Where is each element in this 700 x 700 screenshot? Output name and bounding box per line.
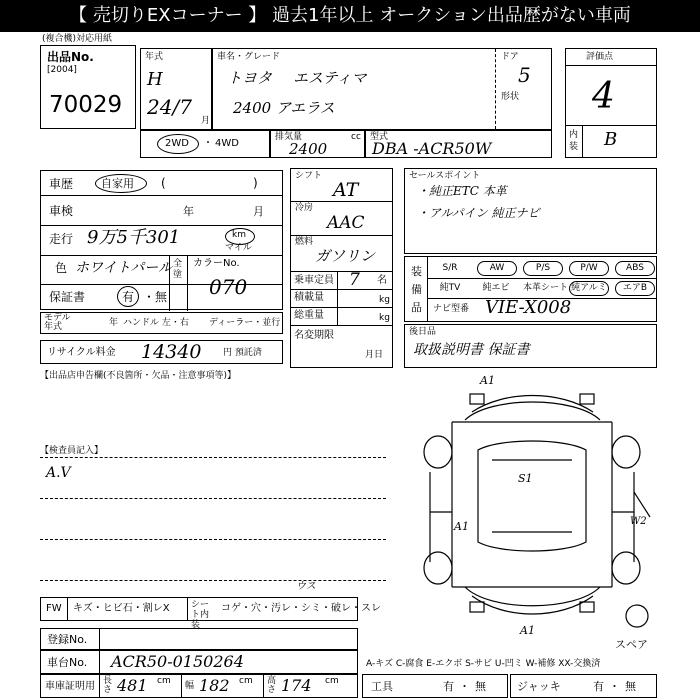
title-banner: 【 売切りEXコーナー 】 過去1年以上 オークション出品歴がない車両 [0, 0, 700, 32]
recycle-unit: 円 預託済 [223, 348, 262, 358]
capacity-value: 7 [349, 270, 360, 290]
inspect-month-unit: 月 [253, 205, 264, 218]
jack-yes: 有 [593, 680, 604, 693]
tools-row: 工具 有 ・ 無 [362, 674, 508, 698]
name-box [212, 48, 552, 130]
year-code: [2004] [47, 65, 77, 75]
mile-label: マイル [225, 243, 252, 253]
model-year-row [40, 312, 283, 334]
door-label: ドア [501, 52, 519, 62]
damage-w2: W2 [630, 516, 647, 527]
length-label: 長さ [103, 676, 113, 695]
seat-label: シート内装 [191, 600, 210, 630]
sales-label: セールスポイント [409, 171, 481, 181]
year-label: 年式 [145, 52, 164, 62]
color-no-value: 070 [209, 275, 248, 299]
lot-label: 出品No. [47, 50, 94, 64]
equip-item: 純アルミ [569, 281, 609, 296]
height-label: 高さ [267, 676, 277, 695]
equip-item: ABS [615, 261, 655, 276]
mileage-value: 9万5千301 [87, 227, 181, 248]
disp-value: 2400 [289, 140, 328, 158]
inspector-label: 【検査員記入】 [40, 446, 104, 456]
equip-item: 本革シート [523, 283, 569, 293]
capacity-label: 乗車定員 [294, 275, 334, 286]
shift-value: AT [333, 179, 359, 201]
damage-legend: A-キズ C-腐食 E-エクボ S-サビ U-凹ミ W-補修 XX-交換済 [366, 659, 601, 669]
model-year-label: モデル年式 [44, 313, 71, 332]
equip-item: S/R [442, 263, 458, 273]
score-value: 4 [592, 76, 615, 117]
tools-yes: 有 [443, 680, 454, 693]
reg-label: 登録No. [47, 633, 88, 646]
type-box [365, 130, 552, 158]
jack-no: 無 [625, 680, 636, 693]
disp-unit: cc [351, 132, 361, 142]
fw-label: FW [46, 603, 62, 614]
damage-s1: S1 [518, 472, 533, 485]
damage-a1-top: A1 [480, 374, 495, 387]
repaint-label: 全塗 [173, 259, 183, 280]
spare-label: スペア [615, 638, 648, 651]
jack-row: ジャッキ 有 ・ 無 [510, 674, 657, 698]
seat-text: コゲ・穴・汚レ・シミ・破レ・スレ [221, 603, 381, 614]
navi-label: ナビ型番 [433, 304, 470, 314]
lot-box [40, 45, 136, 129]
model: エスティマ [293, 69, 367, 87]
spec-box [290, 168, 393, 368]
displacement-box [270, 130, 365, 158]
damage-a1-bottom: A1 [520, 624, 535, 637]
form-subtitle: (複合機)対応用紙 [42, 34, 113, 44]
width-unit: cm [239, 676, 253, 686]
chassis-value: ACR50-0150264 [111, 652, 244, 671]
type-label: 型式 [370, 132, 389, 142]
warranty-no: 無 [155, 290, 168, 304]
model-year-unit: 年 [109, 318, 119, 328]
warranty-yes: 有 [122, 290, 135, 304]
sales-line2: ・アルパイン 純正ナビ [417, 206, 540, 220]
equip-item: P/W [569, 261, 609, 276]
mileage-label: 走行 [49, 232, 74, 246]
year-box [140, 48, 212, 130]
load-unit: kg [379, 295, 390, 305]
interior-label: 内装 [569, 130, 579, 152]
equip-item: 純エビ [482, 283, 510, 293]
parts-box [404, 324, 657, 368]
equip-item: P/S [523, 261, 563, 276]
equip-item: 純TV [439, 283, 461, 293]
interior-value: B [604, 129, 618, 150]
warranty-label: 保証書 [49, 290, 86, 304]
drive-box: 2WD ・ 4WD [140, 130, 270, 158]
load-label: 積載量 [294, 292, 324, 303]
car-diagram [410, 372, 655, 654]
deadline-label: 名変期限 [294, 330, 334, 341]
height-unit: cm [325, 676, 339, 686]
capacity-unit: 名 [377, 275, 387, 286]
recycle-row [40, 340, 283, 364]
history-value: 自家用 [101, 177, 134, 190]
km-label: km [232, 230, 246, 240]
navi-value: VIE-X008 [485, 297, 572, 318]
maker: トヨタ [227, 69, 273, 87]
cert-label: 車庫証明用 [45, 681, 95, 692]
sales-point-box [404, 168, 657, 254]
disp-label: 排気量 [275, 132, 303, 142]
color-value: ホワイトパール [75, 260, 173, 276]
inspection-label: 車検 [49, 204, 74, 218]
length-unit: cm [157, 676, 171, 686]
dealer-label: ディーラー・並行 [209, 318, 281, 328]
month-label: 月 [201, 116, 211, 126]
door-value: 5 [518, 63, 531, 87]
height-value: 174 [281, 676, 312, 695]
length-value: 481 [117, 676, 148, 695]
inspector-note: A.V [46, 465, 71, 481]
color-label: 色 [55, 261, 68, 275]
weight-label: 総重量 [294, 310, 324, 321]
drive-2wd: 2WD [165, 138, 189, 149]
grade: 2400 アエラス [233, 99, 335, 117]
width-label: 幅 [185, 681, 195, 691]
equip-row-2 [427, 279, 657, 298]
tools-label: 工具 [371, 680, 393, 693]
shift-label: シフト [295, 171, 323, 181]
drive-4wd: 4WD [215, 138, 239, 149]
year-value: 24/7 [147, 95, 192, 119]
equip-row-1 [427, 259, 657, 278]
fuel-label: 燃料 [295, 237, 314, 247]
jack-label: ジャッキ [517, 680, 561, 693]
equip-item: エアB [615, 281, 655, 296]
tools-no: 無 [475, 680, 486, 693]
handle-label: ハンドル 左・右 [123, 318, 189, 328]
shape-label: 形状 [501, 92, 520, 102]
score-box [565, 48, 657, 158]
history-label: 車歴 [49, 177, 74, 191]
parts-label: 後日品 [409, 327, 437, 337]
type-value: DBA -ACR50W [372, 139, 492, 158]
fw-text: キズ・ヒビ石・割レX [73, 603, 170, 614]
deadline-unit: 月日 [365, 350, 384, 360]
sales-line1: ・純正ETC 本革 [417, 184, 507, 198]
name-label: 車名・グレード [217, 52, 281, 62]
color-no-label: カラーNo. [193, 258, 240, 269]
weight-unit: kg [379, 313, 390, 323]
reg-row [40, 628, 358, 650]
inspect-year-unit: 年 [183, 205, 194, 218]
equip-item: AW [477, 261, 517, 276]
ac-label: 冷房 [295, 203, 314, 213]
chassis-label: 車台No. [47, 656, 88, 669]
fw-note-us: ウス [296, 581, 316, 592]
parts-value: 取扱説明書 保証書 [413, 342, 530, 358]
score-label: 評価点 [586, 52, 614, 62]
era: H [147, 69, 163, 90]
width-value: 182 [199, 676, 230, 695]
damage-a1-left: A1 [454, 520, 469, 533]
fw-seat-row [40, 597, 381, 630]
fuel-value: ガソリン [315, 247, 376, 265]
lot-number: 70029 [49, 92, 123, 118]
recycle-value: 14340 [141, 341, 202, 363]
vehicle-info-box: 車歴 自家用 ( ) 車検 年 月 走行 9万5千301 km マイル 色 ホワイトパール 全塗 カラーNo. 070 保証書 有 ・ 無 [40, 170, 283, 310]
equipment-box [404, 256, 657, 322]
chassis-row [40, 650, 358, 674]
ac-value: AAC [327, 213, 365, 233]
recycle-label: リサイクル料金 [47, 347, 116, 358]
equip-label: 装備品 [411, 265, 422, 314]
declare-label: 【出品店申告欄(不良箇所・欠品・注意事項等)】 [40, 371, 237, 381]
garage-cert-row [40, 674, 358, 698]
